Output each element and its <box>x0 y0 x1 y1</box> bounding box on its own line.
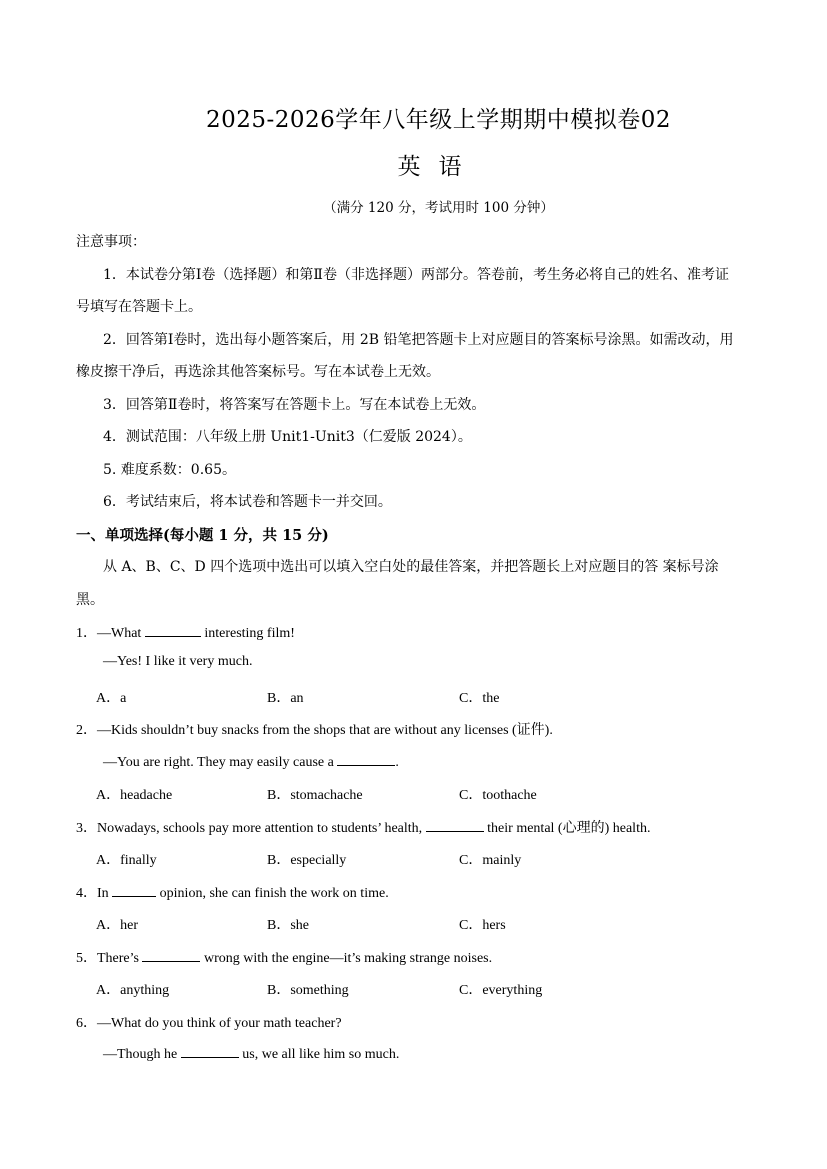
question-text: 5．There’s <box>76 951 143 966</box>
section-heading: 一、单项选择(每小题 1 分，共 15 分) <box>76 527 329 544</box>
question-text: 6．—What do you think of your math teacher? <box>76 1016 342 1031</box>
option-b: B．something <box>267 983 349 998</box>
question-3 <box>76 817 650 837</box>
section-instructions-cont: 黑。 <box>76 592 104 608</box>
notice-item-5: 5. 难度系数：0.65。 <box>103 462 236 478</box>
question-text: opinion, she can finish the work on time. <box>156 886 389 901</box>
option-b: B．an <box>267 691 304 706</box>
option-b: B．she <box>267 918 309 933</box>
notice-item-1-cont: 号填写在答题卡上。 <box>76 299 202 315</box>
question-text: interesting film! <box>200 626 295 641</box>
option-a: A．anything <box>96 983 170 998</box>
option-a: A．a <box>96 691 127 706</box>
question-1 <box>76 622 295 642</box>
question-text: —You are right. They may easily cause a <box>103 755 338 770</box>
question-text: us, we all like him so much. <box>238 1047 400 1062</box>
option-a: A．her <box>96 918 138 933</box>
question-2-reply <box>103 752 399 771</box>
option-a: A．finally <box>96 853 157 868</box>
question-1-reply <box>103 654 252 670</box>
question-5 <box>76 947 492 967</box>
question-6-reply <box>103 1044 399 1063</box>
answer-blank <box>337 752 395 766</box>
notice-item-6: 6．考试结束后，将本试卷和答题卡一并交回。 <box>103 494 392 510</box>
option-c: C．hers <box>459 918 506 933</box>
notice-item-2-cont: 橡皮擦干净后，再选涂其他答案标号。写在本试卷上无效。 <box>76 364 440 380</box>
option-c: C．the <box>459 691 500 706</box>
answer-blank <box>112 883 156 897</box>
option-c: C．everything <box>459 983 543 998</box>
question-text: 2．—Kids shouldn’t buy snacks from the shops that are without any licenses (证件). <box>76 723 553 738</box>
answer-blank <box>426 818 484 832</box>
answer-blank <box>181 1044 239 1058</box>
option-b: B．especially <box>267 853 347 868</box>
question-6 <box>76 1012 342 1032</box>
option-c: C．mainly <box>459 853 522 868</box>
exam-title: 2025-2026学年八年级上学期期中模拟卷02 <box>205 107 672 133</box>
notice-item-1: 1．本试卷分第Ⅰ卷（选择题）和第Ⅱ卷（非选择题）两部分。答卷前，考生务必将自己的姓名、准考证 <box>103 267 729 283</box>
exam-meta: （满分 120 分，考试用时 100 分钟） <box>323 200 554 216</box>
question-text: their mental (心理的) health. <box>483 821 651 836</box>
question-text: 3．Nowadays, schools pay more attention to students’ health, <box>76 821 426 836</box>
exam-subject: 英语 <box>397 154 480 180</box>
question-4 <box>76 882 389 902</box>
option-b: B．stomachache <box>267 788 363 803</box>
answer-blank <box>145 623 201 637</box>
answer-blank <box>142 948 200 962</box>
question-text: . <box>395 755 399 770</box>
question-text: 1．—What <box>76 626 145 641</box>
notice-heading: 注意事项： <box>76 234 146 250</box>
question-text: —Yes! I like it very much. <box>103 654 253 669</box>
notice-item-3: 3．回答第Ⅱ卷时，将答案写在答题卡上。写在本试卷上无效。 <box>103 397 486 413</box>
notice-item-4: 4．测试范围：八年级上册 Unit1-Unit3（仁爱版 2024）。 <box>103 429 472 445</box>
section-instructions: 从 A、B、C、D 四个选项中选出可以填入空白处的最佳答案，并把答题长上对应题目的答 案标号涂 <box>103 559 719 575</box>
option-c: C．toothache <box>459 788 537 803</box>
notice-item-2: 2．回答第Ⅰ卷时，选出每小题答案后，用 2B 铅笔把答题卡上对应题目的答案标号涂黑。如需改动，用 <box>103 332 734 348</box>
question-text: wrong with the engine—it’s making strange noises. <box>200 951 493 966</box>
option-a: A．headache <box>96 788 173 803</box>
question-text: 4．In <box>76 886 113 901</box>
question-2 <box>76 719 553 739</box>
question-text: —Though he <box>103 1047 181 1062</box>
